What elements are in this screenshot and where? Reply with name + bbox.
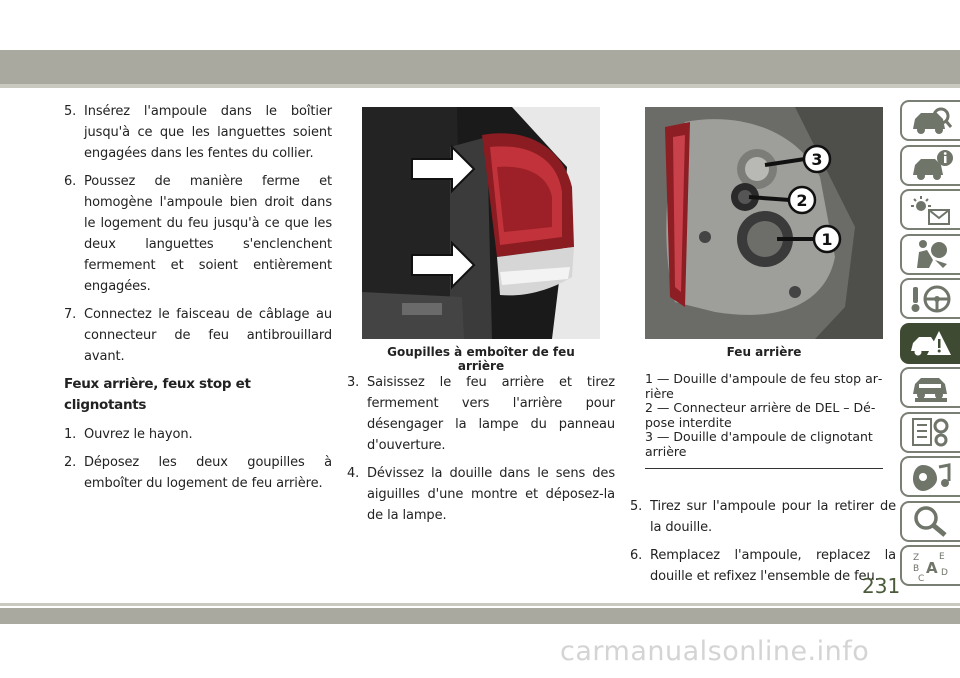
- warning-lights-icon: [909, 194, 953, 226]
- checklist-gear-icon: [909, 416, 953, 448]
- airbag-person-icon: [909, 238, 953, 270]
- tab-multimedia[interactable]: [900, 456, 960, 497]
- chapter-tabs: [900, 100, 960, 590]
- svg-text:B: B: [913, 563, 920, 574]
- legend-item: 1 — Douille d'ampoule de feu stop arrière: [645, 371, 883, 401]
- svg-text:E: E: [939, 551, 945, 562]
- tab-warning-lights[interactable]: [900, 189, 960, 230]
- tab-maintenance[interactable]: [900, 367, 960, 408]
- callout-3: 3: [811, 150, 823, 169]
- svg-text:D: D: [941, 567, 948, 578]
- car-info-icon: [909, 149, 953, 181]
- watermark: carmanualsonline.info: [560, 636, 870, 667]
- section-title: Feux arrière, feux stop et clignotants: [64, 376, 251, 413]
- figure-legend: [645, 372, 883, 459]
- bottom-footer-band: [0, 608, 960, 624]
- tab-car-search[interactable]: [900, 100, 960, 141]
- tab-index[interactable]: [900, 545, 960, 586]
- legend-divider: [645, 468, 883, 469]
- svg-text:C: C: [918, 573, 925, 582]
- photo-caption: Goupilles à emboîter de feu arrière: [387, 345, 575, 373]
- left-text-column: [64, 101, 332, 501]
- list-item: 1. Ouvrez le hayon.: [64, 427, 193, 442]
- svg-text:Z: Z: [913, 552, 920, 563]
- music-nav-icon: [909, 461, 953, 493]
- legend-item: 2 — Connecteur arrière de DEL – Dépose interdite: [645, 400, 876, 430]
- steering-wheel-icon: [909, 283, 953, 315]
- callout-2: 2: [796, 191, 808, 210]
- callout-1: 1: [821, 230, 833, 249]
- list-item: 7. Connectez le faisceau de câblage au connecteur de feu antibrouillard avant.: [64, 307, 332, 364]
- rear-lamp-illustration: [645, 107, 883, 339]
- tab-specifications[interactable]: [900, 412, 960, 453]
- right-text-column: [630, 496, 896, 594]
- tab-safety[interactable]: [900, 234, 960, 275]
- tab-driving[interactable]: [900, 278, 960, 319]
- car-magnifier-icon: [909, 105, 953, 137]
- tab-emergency[interactable]: [900, 323, 960, 364]
- tail-lamp-illustration: [362, 107, 600, 339]
- list-item: 5. Tirez sur l'ampoule pour la retirer de la douille.: [630, 499, 896, 535]
- tab-car-info[interactable]: [900, 145, 960, 186]
- tail-lamp-push-pins-photo: [362, 107, 600, 339]
- photo-caption: Feu arrière: [726, 345, 802, 359]
- magnifier-icon: [909, 505, 953, 537]
- alphabet-index-icon: [909, 550, 953, 582]
- rear-lamp-sockets-photo: [645, 107, 883, 339]
- list-item: 6. Poussez de manière ferme et homogène l'ampoule bien droit dans le logement du feu jusqu'à ce que les deux languettes s'enclenchent fermement et soient entièrement engagées.: [64, 174, 332, 294]
- list-item: 6. Remplacez l'ampoule, replacez la douille et refixez l'ensemble de feu.: [630, 548, 896, 584]
- svg-text:A: A: [926, 558, 938, 577]
- middle-text-column: [347, 372, 615, 533]
- list-item: 3. Saisissez le feu arrière et tirez fermement vers l'arrière pour désengager la lampe du panneau d'ouverture.: [347, 375, 615, 453]
- list-item: 5. Insérez l'ampoule dans le boîtier jusqu'à ce que les languettes soient engagées dans les fentes du collier.: [64, 104, 332, 161]
- page-number: 231: [862, 574, 901, 598]
- car-service-icon: [909, 372, 953, 404]
- list-item: 2. Déposez les deux goupilles à emboîter du logement de feu arrière.: [64, 455, 332, 491]
- top-header-band: [0, 50, 960, 84]
- tab-search[interactable]: [900, 501, 960, 542]
- legend-item: 3 — Douille d'ampoule de clignotant arrière: [645, 429, 873, 459]
- list-item: 4. Dévissez la douille dans le sens des aiguilles d'une montre et déposez-la de la lampe.: [347, 466, 615, 523]
- car-emergency-icon: [909, 327, 953, 359]
